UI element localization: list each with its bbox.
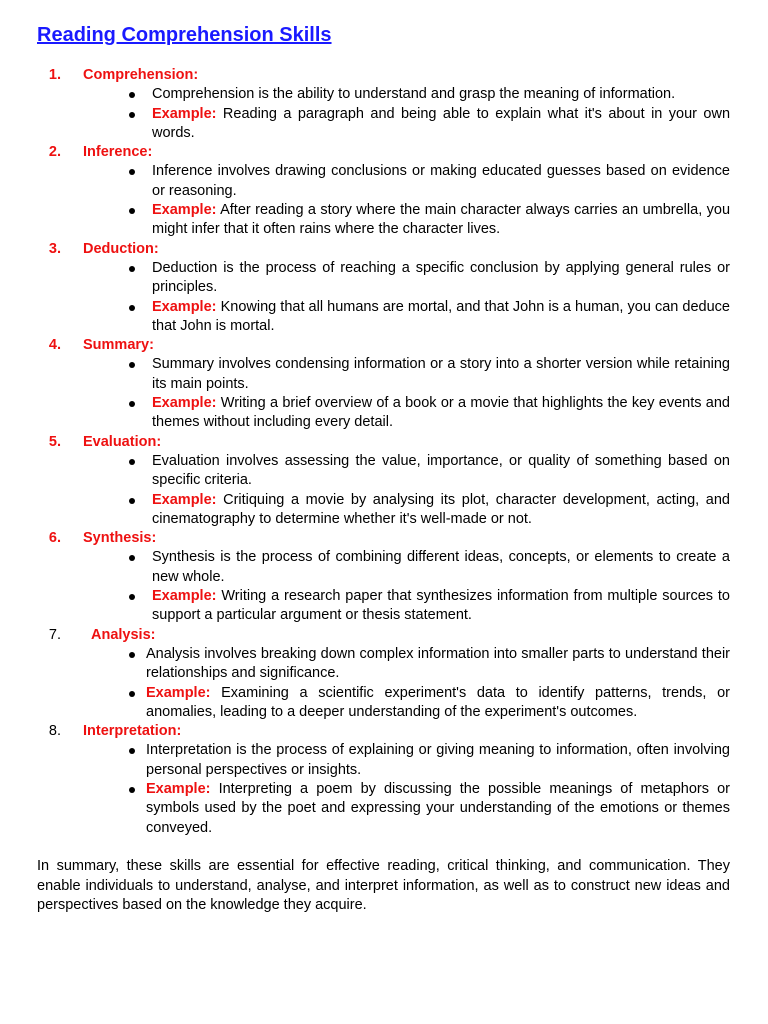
skill-name: Synthesis:: [83, 530, 157, 547]
bullet-dot-icon: [129, 787, 135, 793]
skill-heading: [37, 66, 730, 85]
example-label: Example:: [146, 780, 211, 797]
skill-item-analysis: [37, 626, 730, 722]
skill-bullets: [37, 162, 730, 239]
bullet-dot-icon: [129, 498, 135, 504]
example-text: Critiquing a movie by analysing its plot, character development, acting, and cinematography to determine whether it's well-made or not.: [152, 491, 730, 527]
definition-text: Inference involves drawing conclusions or making educated guesses based on evidence or reasoning.: [152, 163, 730, 199]
skill-name: Interpretation:: [83, 723, 182, 740]
skill-heading: [37, 143, 730, 162]
example-text: Interpreting a poem by discussing the possible meanings of metaphors or symbols used by the poet and expressing your understanding of the emotions or themes conveyed.: [146, 780, 730, 836]
definition-bullet: [37, 645, 730, 684]
example-text: Reading a paragraph and being able to explain what it's about in your own words.: [152, 105, 731, 141]
skill-item-interpretation: [37, 722, 730, 838]
example-bullet: [37, 587, 730, 626]
skills-list: [37, 66, 730, 838]
definition-bullet: [37, 548, 730, 587]
definition-text: Deduction is the process of reaching a specific conclusion by applying general rules or principles.: [152, 259, 730, 296]
definition-bullet: [37, 259, 730, 298]
skill-heading: [37, 626, 730, 645]
skill-number: 2.: [48, 144, 61, 161]
skill-heading: [37, 240, 730, 259]
definition-text: Synthesis is the process of combining different ideas, concepts, or elements to create a new whole.: [152, 549, 730, 585]
skill-item-inference: [37, 143, 730, 239]
example-text: After reading a story where the main character always carries an umbrella, you might infer that it often rains where the character lives.: [152, 202, 731, 238]
example-bullet: [37, 780, 730, 838]
skill-item-summary: [37, 336, 730, 432]
bullet-dot-icon: [129, 555, 135, 561]
example-text: Writing a brief overview of a book or a movie that highlights the key events and themes without including every detail.: [152, 395, 730, 431]
bullet-dot-icon: [129, 266, 135, 272]
example-text: Knowing that all humans are mortal, and that John is a human, you can deduce that John is mortal.: [152, 298, 730, 334]
skill-heading: [37, 336, 730, 355]
skill-number: 7.: [48, 626, 61, 643]
skill-item-synthesis: [37, 529, 730, 625]
skill-heading: [37, 529, 730, 548]
document-title: Reading Comprehension Skills: [37, 24, 332, 46]
bullet-dot-icon: [129, 92, 135, 98]
skill-number: 3.: [48, 240, 61, 257]
skill-name: Comprehension:: [83, 67, 199, 83]
bullet-dot-icon: [129, 748, 135, 754]
skill-item-evaluation: [37, 433, 730, 529]
skill-bullets: [37, 452, 730, 529]
skill-number: 6.: [48, 530, 61, 547]
skill-bullets: [37, 85, 730, 143]
bullet-dot-icon: [129, 208, 135, 214]
skill-bullets: [37, 645, 730, 722]
example-text: Writing a research paper that synthesizes information from multiple sources to support a particular argument or thesis statement.: [152, 588, 730, 624]
skill-heading: [37, 722, 730, 741]
bullet-dot-icon: [129, 169, 135, 175]
definition-bullet: [37, 162, 730, 201]
example-label: Example:: [152, 202, 217, 219]
skill-name: Summary:: [83, 337, 154, 354]
example-text: Examining a scientific experiment's data to identify patterns, trends, or anomalies, leading to a deeper understanding of the experiment's outcomes.: [146, 684, 730, 720]
summary-paragraph: In summary, these skills are essential for effective reading, critical thinking, and communication. They enable individuals to understand, analyse, and interpret information, as well as to construct new ideas and perspectives based on the knowledge they acquire.: [37, 857, 730, 914]
skill-name: Analysis:: [91, 626, 156, 643]
skill-number: 1.: [48, 67, 61, 83]
example-label: Example:: [152, 395, 217, 412]
bullet-dot-icon: [129, 112, 135, 118]
example-label: Example:: [152, 105, 217, 122]
definition-bullet: [37, 355, 730, 394]
bullet-dot-icon: [129, 652, 135, 658]
definition-bullet: [37, 452, 730, 491]
definition-text: Comprehension is the ability to understand and grasp the meaning of information.: [152, 86, 676, 103]
skill-item-comprehension: [37, 66, 730, 143]
example-bullet: [37, 105, 730, 144]
definition-bullet: [37, 741, 730, 780]
definition-text: Evaluation involves assessing the value, importance, or quality of something based on specific criteria.: [152, 452, 730, 489]
skill-bullets: [37, 355, 730, 432]
bullet-dot-icon: [129, 362, 135, 368]
example-label: Example:: [152, 298, 217, 315]
skill-item-deduction: [37, 240, 730, 336]
skill-number: 4.: [48, 337, 61, 354]
skill-bullets: [37, 259, 730, 336]
example-bullet: [37, 298, 730, 337]
skill-heading: [37, 433, 730, 452]
skill-name: Deduction:: [83, 240, 159, 257]
bullet-dot-icon: [129, 459, 135, 465]
skill-name: Inference:: [83, 144, 153, 161]
skill-bullets: [37, 548, 730, 625]
example-label: Example:: [152, 588, 217, 605]
example-bullet: [37, 684, 730, 723]
skill-number: 5.: [48, 433, 61, 450]
bullet-dot-icon: [129, 401, 135, 407]
definition-text: Analysis involves breaking down complex information into smaller parts to understand their relationships and significance.: [146, 645, 730, 682]
definition-text: Summary involves condensing information or a story into a shorter version while retaining its main points.: [152, 356, 730, 392]
example-label: Example:: [152, 491, 217, 508]
example-label: Example:: [146, 684, 211, 701]
skill-number: 8.: [48, 723, 61, 740]
example-bullet: [37, 394, 730, 433]
skill-name: Evaluation:: [83, 433, 162, 450]
definition-text: Interpretation is the process of explaining or giving meaning to information, often involving personal perspectives or insights.: [146, 742, 730, 778]
definition-bullet: [37, 85, 730, 104]
example-bullet: [37, 201, 730, 240]
example-bullet: [37, 491, 730, 530]
skill-bullets: [37, 741, 730, 837]
bullet-dot-icon: [129, 691, 135, 697]
bullet-dot-icon: [129, 594, 135, 600]
bullet-dot-icon: [129, 305, 135, 311]
